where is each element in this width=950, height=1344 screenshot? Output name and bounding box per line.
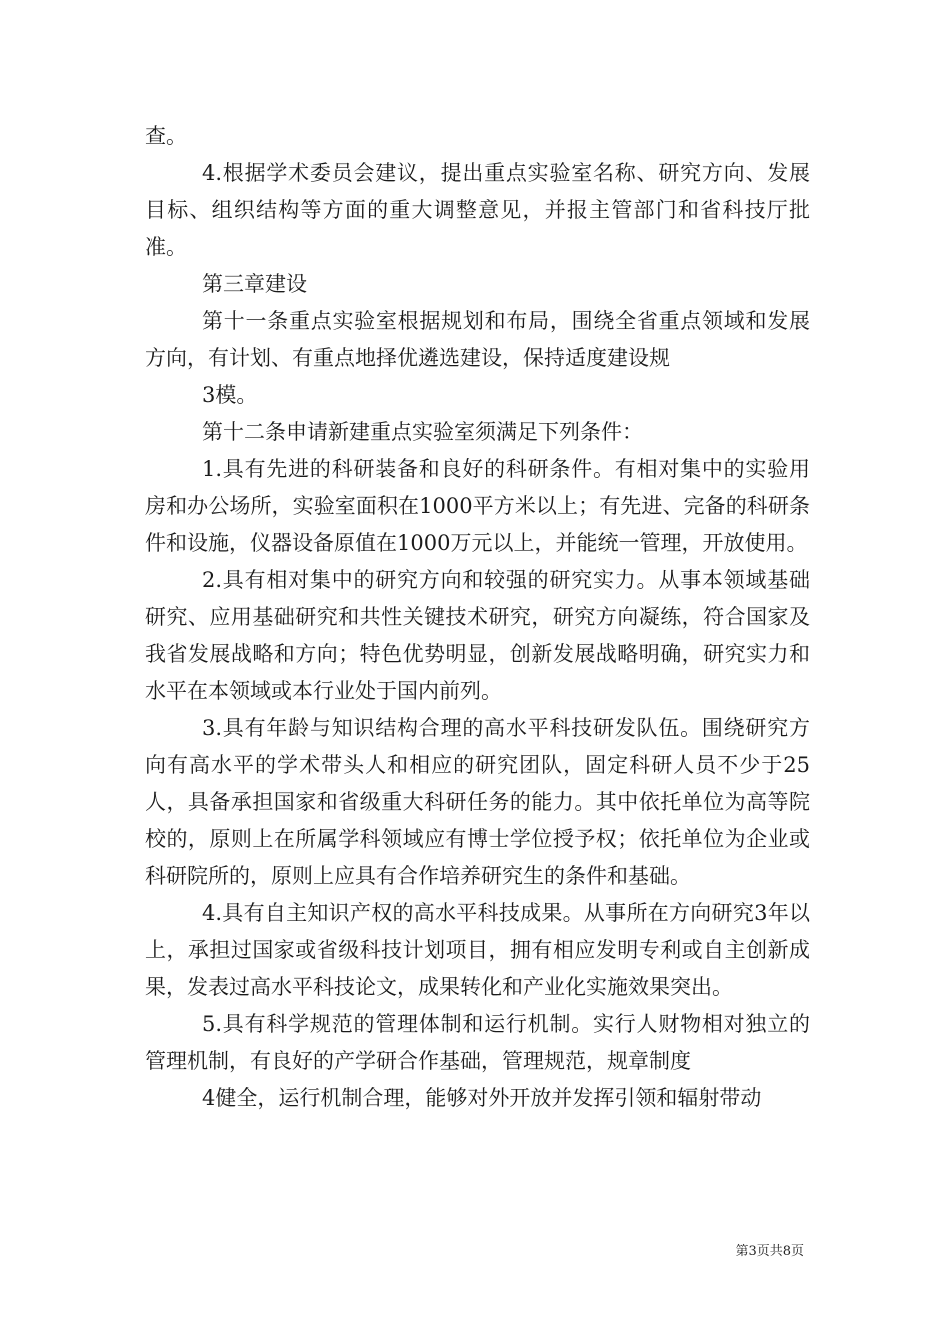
- page-number-footer: 第3页共8页: [735, 1244, 804, 1259]
- paragraph: 2.具有相对集中的研究方向和较强的研究实力。从事本领域基础研究、应用基础研究和共性关键技术研究，研究方向凝练，符合国家及我省发展战略和方向；特色优势明显，创新发展战略明确，研究实力和水平在本领域或本行业处于国内前列。: [145, 568, 810, 703]
- paragraph: 1.具有先进的科研装备和良好的科研条件。有相对集中的实验用房和办公场所，实验室面积在1000平方米以上；有先进、完备的科研条件和设施，仪器设备原值在1000万元以上，并能统一管理，开放使用。: [145, 457, 810, 555]
- paragraph: 第十二条申请新建重点实验室须满足下列条件：: [202, 420, 643, 444]
- paragraph: 3模。: [202, 383, 258, 407]
- paragraph: 3.具有年龄与知识结构合理的高水平科技研发队伍。围绕研究方向有高水平的学术带头人和相应的研究团队，固定科研人员不少于25人，具备承担国家和省级重大科研任务的能力。其中依托单位为高等院校的，原则上在所属学科领域应有博士学位授予权；依托单位为企业或科研院所的，原则上应具有合作培养研究生的条件和基础。: [145, 716, 810, 888]
- paragraph: 4.根据学术委员会建议，提出重点实验室名称、研究方向、发展目标、组织结构等方面的重大调整意见，并报主管部门和省科技厅批准。: [145, 161, 810, 259]
- paragraph: 4.具有自主知识产权的高水平科技成果。从事所在方向研究3年以上，承担过国家或省级科技计划项目，拥有相应发明专利或自主创新成果，发表过高水平科技论文，成果转化和产业化实施效果突出。: [145, 901, 810, 999]
- paragraph: 查。: [145, 124, 187, 148]
- paragraph: 4健全，运行机制合理，能够对外开放并发挥引领和辐射带动: [202, 1086, 762, 1110]
- paragraph: 5.具有科学规范的管理体制和运行机制。实行人财物相对独立的管理机制，有良好的产学研合作基础，管理规范，规章制度: [145, 1012, 810, 1073]
- paragraph: 第十一条重点实验室根据规划和布局，围绕全省重点领域和发展方向，有计划、有重点地择优遴选建设，保持适度建设规: [145, 309, 810, 370]
- document-body: [145, 118, 810, 1117]
- paragraph: 第三章建设: [202, 272, 307, 296]
